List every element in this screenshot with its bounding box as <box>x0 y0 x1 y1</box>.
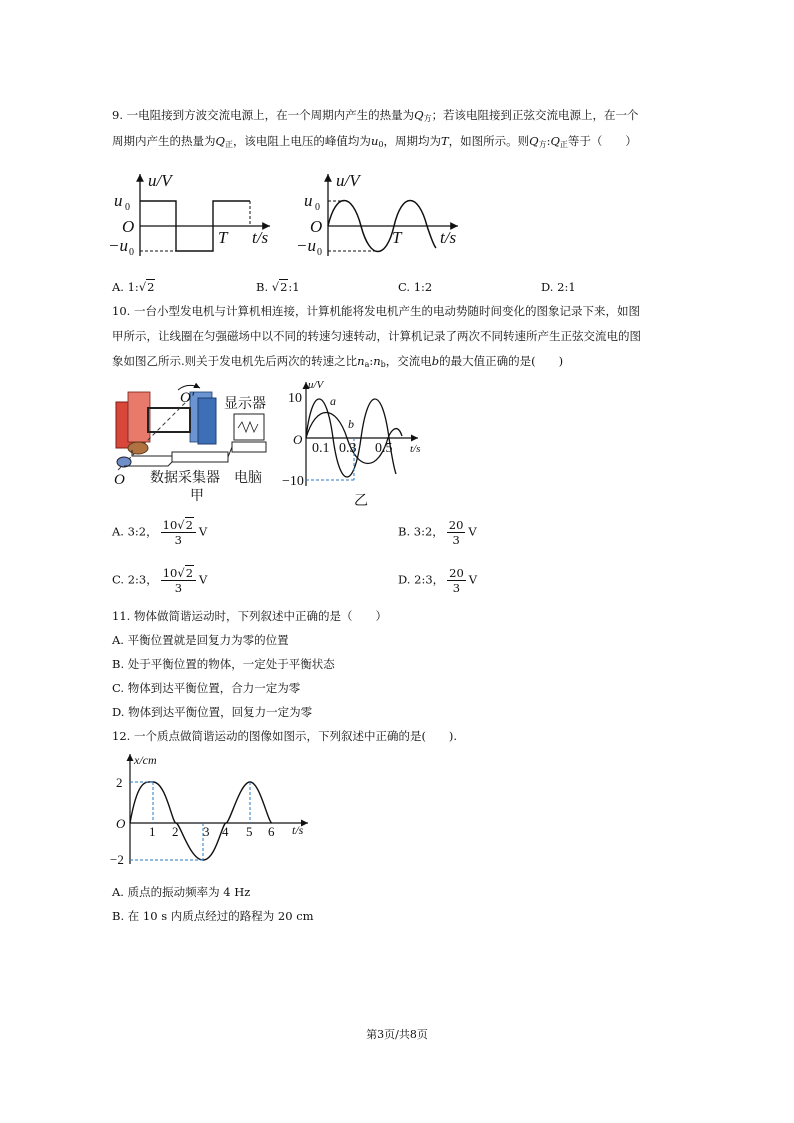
x-tick-4: 4 <box>222 824 229 839</box>
q9-option-a[interactable]: A. 1:√2 <box>112 280 155 294</box>
q9-sine-wave-graph <box>296 168 470 268</box>
x-axis-label: t/s <box>440 228 457 247</box>
q9-option-b[interactable]: B. √2:1 <box>256 280 300 294</box>
coil <box>148 408 190 432</box>
axis-bottom-label: O <box>114 472 125 488</box>
x-tick-0: 0.1 <box>312 441 330 456</box>
y-top-label: 10 <box>288 391 302 406</box>
svg-text:0: 0 <box>129 247 134 258</box>
q9-line1: 9. 一电阻接到方波交流电源上，在一个周期内产生的热量为$Q_方$；若该电阻接到正弦交流电源上，在一个 <box>112 108 639 123</box>
q9-square-wave-graph <box>108 168 278 268</box>
svg-text:0: 0 <box>315 202 320 213</box>
q-square-symbol: Q <box>414 108 424 122</box>
q10-option-a[interactable]: A. 3:2， $\frac{10√2}{3}$ V <box>112 518 208 547</box>
slip-ring <box>128 442 148 454</box>
curve-a-label: a <box>330 394 336 408</box>
q9-line2: 周期内产生的热量为$Q_正$，该电阻上电压的峰值均为$u_0$，周期均为T，如图所示。则$Q_方:Q_正$等于（ ） <box>112 134 637 149</box>
x-tick-1: 1 <box>149 824 156 839</box>
svg-text:0: 0 <box>317 247 322 258</box>
neg-u0-label: −u <box>108 236 128 255</box>
q10-line3: 象如图乙所示.则关于发电机先后两次的转速之比$n_a:n_b$，交流电b的最大值正确的是( ) <box>112 354 564 369</box>
q11-option-c[interactable]: C. 物体到达平衡位置，合力一定为零 <box>112 681 301 695</box>
q10-option-d[interactable]: D. 2:3， $\frac{20}{3}$ V <box>398 566 478 595</box>
y-top-label: 2 <box>116 775 123 790</box>
origin-label: O <box>122 217 135 236</box>
x-tick-3: 3 <box>203 824 210 839</box>
T-label: T <box>392 228 402 247</box>
q11-stem: 11. 物体做简谐运动时，下列叙述中正确的是（ ） <box>112 609 387 623</box>
q12-option-b[interactable]: B. 在 10 s 内质点经过的路程为 20 cm <box>112 909 314 923</box>
wire <box>228 447 232 457</box>
y-axis-label: u/V <box>336 171 360 190</box>
x-axis-label: t/s <box>292 823 304 837</box>
x-tick-2: 0.5 <box>375 441 393 456</box>
x-tick-1: 0.3 <box>339 441 357 456</box>
q10-option-b[interactable]: B. 3:2， $\frac{20}{3}$ V <box>398 518 477 547</box>
y-axis-label: x/cm <box>134 753 157 767</box>
caption-yi: 乙 <box>354 494 368 509</box>
q12-option-a[interactable]: A. 质点的振动频率为 4 Hz <box>112 885 251 899</box>
q11-option-a[interactable]: A. 平衡位置就是回复力为零的位置 <box>112 633 289 647</box>
q9-option-d[interactable]: D. 2:1 <box>541 280 576 294</box>
origin-label: O <box>116 816 126 831</box>
display-label: 显示器 <box>224 397 266 412</box>
displacement-curve <box>130 782 272 860</box>
q10-figure-jia <box>108 378 288 506</box>
x-axis-label: t/s <box>252 228 269 247</box>
page-footer: 第3页/共8页 <box>366 1028 428 1041</box>
q12-graph <box>108 750 318 870</box>
q11-option-d[interactable]: D. 物体到达平衡位置，回复力一定为零 <box>112 705 313 719</box>
svg-text:0: 0 <box>125 202 130 213</box>
u0-label: u <box>304 191 313 210</box>
collector-label: 数据采集器 <box>150 471 220 486</box>
q10-line1: 10. 一台小型发电机与计算机相连接，计算机能将发电机产生的电动势随时间变化的图象记录下来，如图 <box>112 304 640 318</box>
y-bottom-label: −2 <box>110 852 124 867</box>
y-bottom-label: −10 <box>282 474 304 489</box>
q11-option-b[interactable]: B. 处于平衡位置的物体，一定处于平衡状态 <box>112 657 335 671</box>
computer-label: 电脑 <box>234 471 262 486</box>
T-label: T <box>218 228 228 247</box>
x-tick-2: 2 <box>172 824 179 839</box>
u0-label: u <box>114 191 123 210</box>
magnet-red-face <box>128 392 150 442</box>
q10-figure-yi <box>282 378 428 510</box>
neg-u0-label: −u <box>296 236 316 255</box>
x-axis-label: t/s <box>410 443 421 455</box>
axis-top-label: O′ <box>180 390 195 406</box>
y-axis-label: u/V <box>308 379 324 391</box>
origin-label: O <box>293 432 303 447</box>
y-axis-label: u/V <box>148 171 172 190</box>
x-tick-6: 6 <box>268 824 275 839</box>
q9-option-c[interactable]: C. 1:2 <box>398 280 433 294</box>
x-tick-5: 5 <box>246 824 253 839</box>
computer-base <box>232 442 266 452</box>
q10-option-c[interactable]: C. 2:3， $\frac{10√2}{3}$ V <box>112 566 208 595</box>
curve-b-label: b <box>348 417 354 431</box>
q10-line2: 甲所示，让线圈在匀强磁场中以不同的转速匀速转动，计算机记录了两次不同转速所产生正弦交流电的图 <box>112 329 641 343</box>
magnet-blue <box>198 398 216 444</box>
caption-jia: 甲 <box>190 489 204 504</box>
origin-label: O <box>310 217 323 236</box>
q12-stem: 12. 一个质点做简谐运动的图像如图示，下列叙述中正确的是( ). <box>112 729 458 743</box>
data-collector <box>172 452 228 462</box>
